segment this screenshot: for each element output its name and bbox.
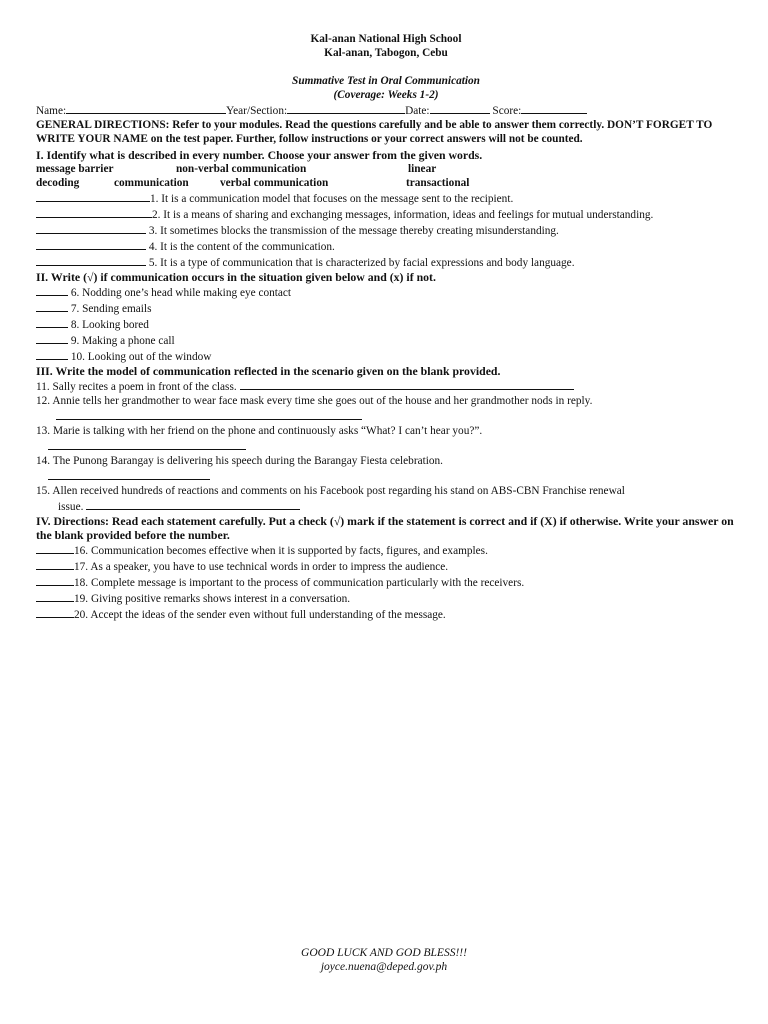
name-blank[interactable]: [66, 102, 226, 114]
answer-blank[interactable]: [48, 438, 246, 450]
question-19: [36, 590, 736, 606]
question-text: 11. Sally recites a poem in front of the class.: [36, 381, 237, 393]
question-text: 4. It is the content of the communication.: [148, 241, 335, 253]
question-4: [36, 238, 736, 254]
question-13-answer: [36, 438, 736, 454]
question-text: 1. It is a communication model that focuses on the message sent to the recipient.: [150, 193, 514, 205]
word-bank-item: decoding: [36, 177, 80, 189]
word-bank-row-2: [36, 176, 736, 190]
closing-message: GOOD LUCK AND GOD BLESS!!!: [301, 947, 467, 959]
answer-blank[interactable]: [56, 408, 362, 420]
school-name: Kal-anan National High School: [310, 33, 462, 45]
question-20: [36, 606, 736, 622]
answer-blank[interactable]: [36, 606, 74, 618]
part1-heading: I. Identify what is described in every number. Choose your answer from the given words.: [36, 148, 483, 162]
student-info-line: [36, 102, 736, 118]
question-text: 19. Giving positive remarks shows interest in a conversation.: [74, 593, 351, 605]
question-10: [36, 348, 736, 364]
date-blank[interactable]: [430, 102, 490, 114]
question-text: 5. It is a type of communication that is characterized by facial expressions and body language.: [148, 257, 575, 269]
question-text: 13. Marie is talking with her friend on the phone and continuously asks “What? I can’t hear you?”.: [36, 425, 483, 437]
year-section-label: Year/Section:: [226, 105, 288, 117]
question-15: [36, 484, 736, 498]
question-8: [36, 316, 736, 332]
answer-blank[interactable]: [240, 378, 574, 390]
question-3: [36, 222, 736, 238]
question-16: [36, 542, 736, 558]
question-text: 17. As a speaker, you have to use technical words in order to impress the audience.: [74, 561, 449, 573]
test-paper: [36, 32, 736, 622]
answer-blank[interactable]: [36, 348, 68, 360]
page-footer: [0, 946, 768, 974]
question-text: issue.: [58, 501, 84, 513]
question-text: 15. Allen received hundreds of reactions and comments on his Facebook post regarding his stand on ABS-CBN Franchise renewal: [36, 485, 625, 497]
word-bank-item: linear: [408, 163, 437, 175]
question-text: 7. Sending emails: [70, 303, 152, 315]
word-bank-row-1: [36, 162, 736, 176]
general-directions: GENERAL DIRECTIONS: Refer to your modules. Read the questions carefully and be able to answer them correctly. DON’T FORGET TO WRITE YOUR NAME on the test paper. Further, follow instructions or your correct answers will not be counted.: [36, 119, 713, 145]
answer-blank[interactable]: [36, 284, 68, 296]
question-14-answer: [36, 468, 736, 484]
question-12: [36, 394, 736, 408]
school-address: Kal-anan, Tabogon, Cebu: [324, 47, 448, 59]
score-blank[interactable]: [521, 102, 587, 114]
question-15-continued: [36, 498, 736, 514]
question-text: 3. It sometimes blocks the transmission of the message thereby creating misunderstanding.: [148, 225, 559, 237]
answer-blank[interactable]: [36, 542, 74, 554]
question-text: 20. Accept the ideas of the sender even without full understanding of the message.: [74, 609, 446, 621]
question-9: [36, 332, 736, 348]
word-bank-item: non-verbal communication: [176, 163, 307, 175]
question-text: 14. The Punong Barangay is delivering his speech during the Barangay Fiesta celebration.: [36, 455, 444, 467]
question-text: 2. It is a means of sharing and exchanging messages, information, ideas and feelings for mutual understanding.: [152, 209, 654, 221]
question-11: [36, 378, 736, 394]
answer-blank[interactable]: [36, 316, 68, 328]
question-13: [36, 424, 736, 438]
answer-blank[interactable]: [36, 332, 68, 344]
test-title: Summative Test in Oral Communication: [292, 75, 480, 87]
word-bank-item: transactional: [406, 177, 470, 189]
question-17: [36, 558, 736, 574]
part4-heading: IV. Directions: Read each statement carefully. Put a check (√) mark if the statement is correct and if (X) if otherwise. Write your answer on the blank provided before the number.: [36, 514, 734, 542]
part2-heading: II. Write (√) if communication occurs in the situation given below and (x) if not.: [36, 270, 436, 284]
word-bank-item: communication: [114, 177, 189, 189]
question-text: 18. Complete message is important to the process of communication particularly with the receivers.: [74, 577, 525, 589]
question-12-answer: [36, 408, 736, 424]
word-bank-item: verbal communication: [220, 177, 329, 189]
question-2: [36, 206, 736, 222]
question-1: [36, 190, 736, 206]
question-text: 10. Looking out of the window: [70, 351, 212, 363]
answer-blank[interactable]: [36, 574, 74, 586]
question-text: 16. Communication becomes effective when it is supported by facts, figures, and examples.: [74, 545, 488, 557]
score-label: Score:: [492, 105, 522, 117]
answer-blank[interactable]: [36, 300, 68, 312]
question-18: [36, 574, 736, 590]
answer-blank[interactable]: [36, 206, 152, 218]
answer-blank[interactable]: [36, 190, 150, 202]
answer-blank[interactable]: [36, 558, 74, 570]
author-email: joyce.nuena@deped.gov.ph: [320, 961, 448, 973]
date-label: Date:: [405, 105, 430, 117]
question-7: [36, 300, 736, 316]
answer-blank[interactable]: [36, 254, 146, 266]
coverage: (Coverage: Weeks 1-2): [333, 89, 439, 101]
answer-blank[interactable]: [36, 590, 74, 602]
question-6: [36, 284, 736, 300]
answer-blank[interactable]: [48, 468, 210, 480]
question-5: [36, 254, 736, 270]
question-text: 12. Annie tells her grandmother to wear face mask every time she goes out of the house and her grandmother nods in reply.: [36, 395, 593, 407]
part3-heading: III. Write the model of communication reflected in the scenario given on the blank provided.: [36, 364, 501, 378]
answer-blank[interactable]: [36, 222, 146, 234]
name-label: Name:: [36, 105, 67, 117]
question-14: [36, 454, 736, 468]
year-section-blank[interactable]: [287, 102, 405, 114]
question-text: 8. Looking bored: [70, 319, 149, 331]
word-bank-item: message barrier: [36, 163, 114, 175]
answer-blank[interactable]: [86, 498, 300, 510]
question-text: 9. Making a phone call: [70, 335, 175, 347]
answer-blank[interactable]: [36, 238, 146, 250]
question-text: 6. Nodding one’s head while making eye contact: [70, 287, 292, 299]
